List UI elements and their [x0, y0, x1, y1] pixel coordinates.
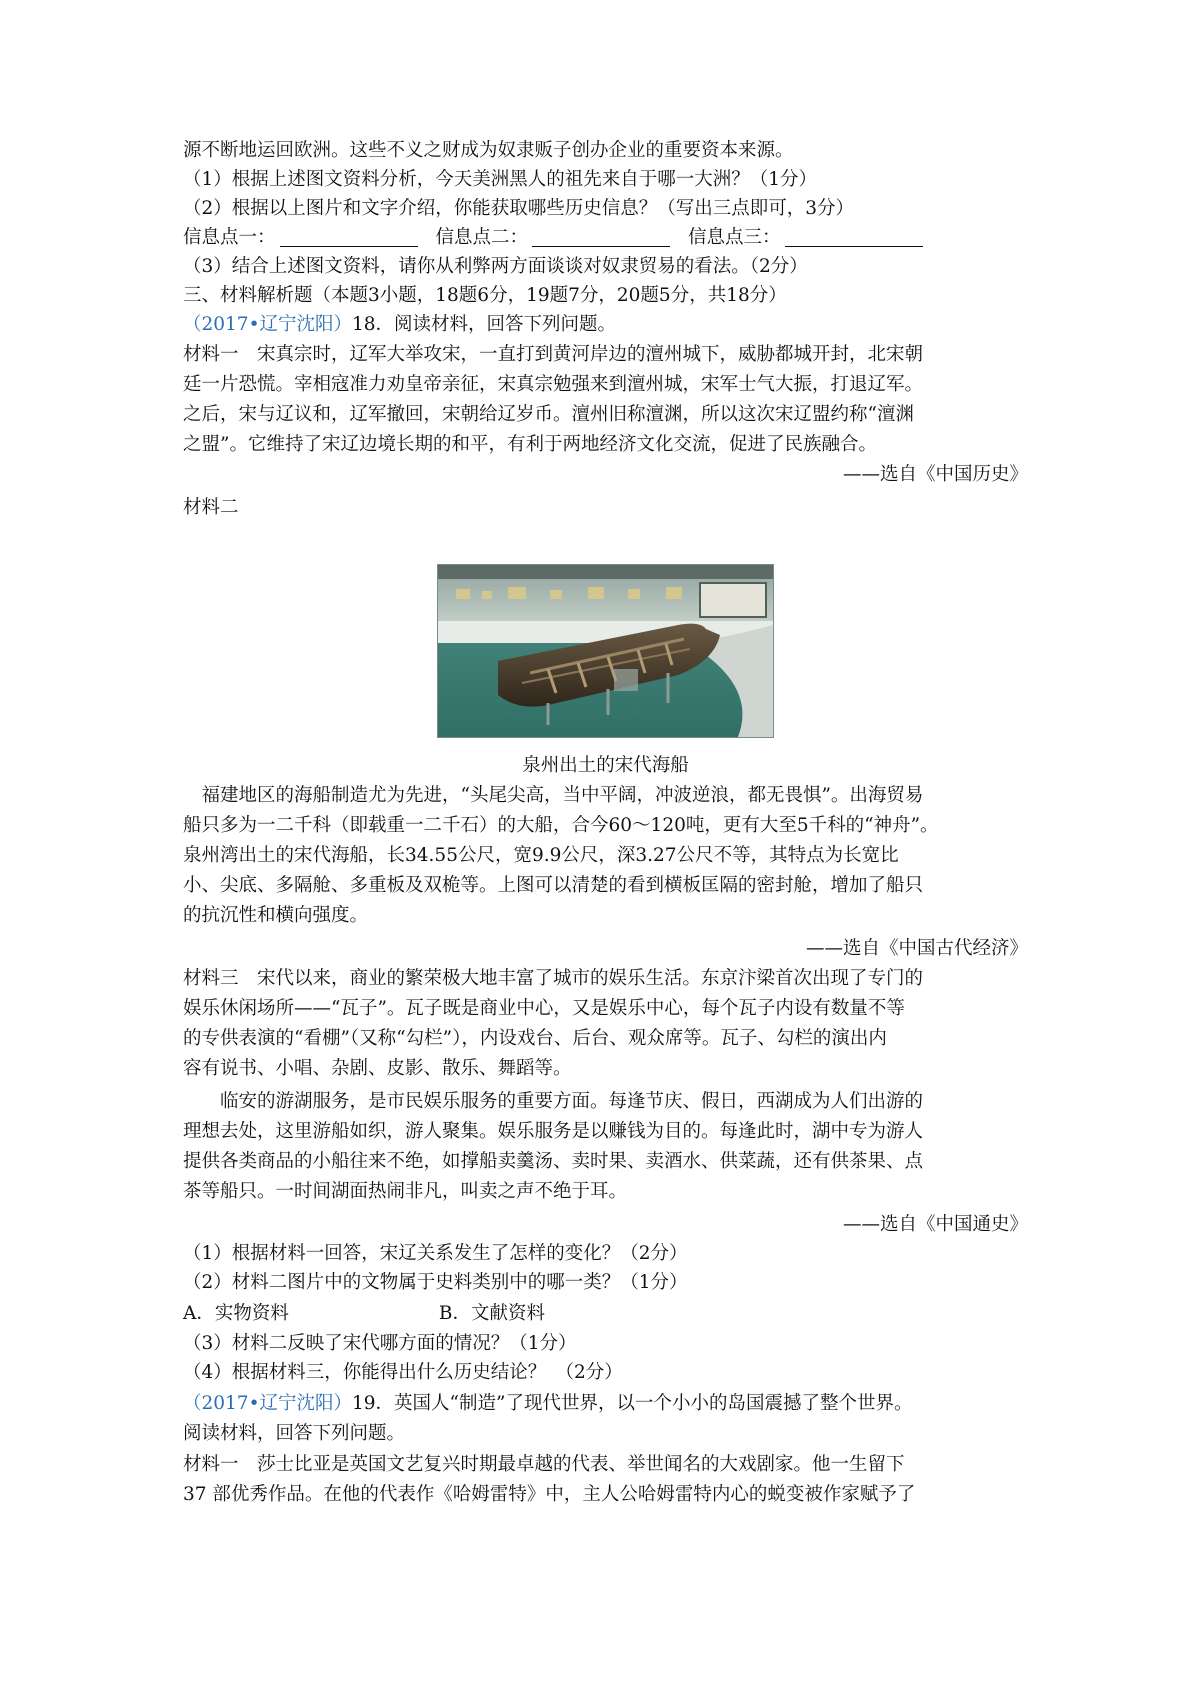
info-points-row — [183, 224, 1028, 252]
material-2-line: 船只多为一二千科（即载重一二千石）的大船，合今60～120吨，更有大至5千科的“神舟”。 — [183, 815, 939, 836]
material-2-label: 材料二 — [183, 497, 239, 518]
q19-stem — [183, 1390, 1028, 1418]
question-2: （2）根据以上图片和文字介绍，你能获取哪些历史信息？（写出三点即可，3分） — [183, 198, 855, 219]
material-3-line: 提供各类商品的小船往来不绝，如撑船卖羹汤、卖时果、卖酒水、供菜蔬，还有供茶果、点 — [183, 1151, 924, 1172]
material-1-line: 之后，宋与辽议和，辽军撤回，宋朝给辽岁币。澶州旧称澶渊，所以这次宋辽盟约称“澶渊 — [183, 404, 914, 425]
info-point-1-label: 信息点一： — [183, 227, 276, 248]
material-3-line: 材料三 宋代以来，商业的繁荣极大地丰富了城市的娱乐生活。东京汴梁首次出现了专门的 — [183, 968, 924, 989]
q18-stem-text: 18．阅读材料，回答下列问题。 — [352, 314, 617, 335]
material-1-line: 材料一 宋真宗时，辽军大举攻宋，一直打到黄河岸边的澶州城下，威胁都城开封，北宋朝 — [183, 344, 924, 365]
q18-stem — [183, 311, 1028, 339]
material-3-line: 理想去处，这里游船如织，游人聚集。娱乐服务是以赚钱为目的。每逢此时，湖中专为游人 — [183, 1121, 924, 1142]
material-2-citation: ——选自《中国古代经济》 — [805, 938, 1028, 959]
info-point-2-blank[interactable] — [532, 226, 670, 247]
material-3-line: 容有说书、小唱、杂剧、皮影、散乐、舞蹈等。 — [183, 1058, 572, 1079]
q19-source: （2017•辽宁沈阳） — [183, 1393, 352, 1414]
material-3-citation: ——选自《中国通史》 — [842, 1214, 1028, 1235]
material-3-line: 临安的游湖服务，是市民娱乐服务的重要方面。每逢节庆、假日，西湖成为人们出游的 — [183, 1091, 924, 1112]
q18-source: （2017•辽宁沈阳） — [183, 314, 352, 335]
info-point-3-blank[interactable] — [785, 226, 923, 247]
q19-stem-2: 阅读材料，回答下列问题。 — [183, 1423, 406, 1444]
q19-stem-text: 19．英国人“制造”了现代世界，以一个小小的岛国震撼了整个世界。 — [352, 1393, 913, 1414]
material-1-line: 之盟”。它维持了宋辽边境长期的和平，有利于两地经济文化交流，促进了民族融合。 — [183, 434, 877, 455]
question-3: （3）结合上述图文资料，请你从利弊两方面谈谈对奴隶贸易的看法。（2分） — [183, 256, 808, 277]
song-ship-photo — [437, 564, 774, 738]
q18-options — [183, 1300, 1028, 1328]
material-3-line: 的专供表演的“看棚”（又称“勾栏”），内设戏台、后台、观众席等。瓦子、勾栏的演出内 — [183, 1028, 887, 1049]
material-2-line: 泉州湾出土的宋代海船，长34.55公尺，宽9.9公尺，深3.27公尺不等，其特点为长宽比 — [183, 845, 899, 866]
material-3-line: 娱乐休闲场所——“瓦子”。瓦子既是商业中心，又是娱乐中心，每个瓦子内设有数量不等 — [183, 998, 905, 1019]
info-point-1-blank[interactable] — [280, 226, 418, 247]
q19-material-1-line: 材料一 莎士比亚是英国文艺复兴时期最卓越的代表、举世闻名的大戏剧家。他一生留下 — [183, 1454, 905, 1475]
info-point-3-label: 信息点三： — [688, 227, 781, 248]
material-2-line: 小、尖底、多隔舱、多重板及双桅等。上图可以清楚的看到横板匡隔的密封舱，增加了船只 — [183, 875, 924, 896]
q18-question-1: （1）根据材料一回答，宋辽关系发生了怎样的变化？（2分） — [183, 1243, 688, 1264]
material-2-line-text: 福建地区的海船制造尤为先进，“头尾尖高，当中平阔，冲波逆浪，都无畏惧”。出海贸易 — [201, 785, 924, 806]
info-point-2-label: 信息点二： — [435, 227, 529, 248]
option-b[interactable]: B．文献资料 — [438, 1303, 545, 1324]
material-1-citation: ——选自《中国历史》 — [842, 464, 1028, 485]
material-2-line: 的抗沉性和横向强度。 — [183, 905, 369, 926]
section-heading: 三、材料解析题（本题3小题，18题6分，19题7分，20题5分，共18分） — [183, 285, 787, 306]
q18-question-4: （4）根据材料三，你能得出什么历史结论？ （2分） — [183, 1362, 623, 1383]
material-3-line: 茶等船只。一时间湖面热闹非凡，叫卖之声不绝于耳。 — [183, 1181, 628, 1202]
material-2-line — [183, 782, 1028, 810]
question-1: （1）根据上述图文资料分析，今天美洲黑人的祖先来自于哪一大洲？（1分） — [183, 169, 818, 190]
q18-question-3: （3）材料二反映了宋代哪方面的情况？（1分） — [183, 1333, 577, 1354]
q18-question-2: （2）材料二图片中的文物属于史料类别中的哪一类？（1分） — [183, 1272, 688, 1293]
photo-caption: 泉州出土的宋代海船 — [522, 755, 689, 776]
text-line: 源不断地运回欧洲。这些不义之财成为奴隶贩子创办企业的重要资本来源。 — [183, 140, 794, 161]
option-a[interactable]: A．实物资料 — [183, 1303, 289, 1324]
q19-material-1-line: 37 部优秀作品。在他的代表作《哈姆雷特》中，主人公哈姆雷特内心的蜕变被作家赋予了 — [183, 1484, 916, 1505]
material-1-line: 廷一片恐慌。宰相寇准力劝皇帝亲征，宋真宗勉强来到澶州城，宋军士气大振，打退辽军。 — [183, 374, 924, 395]
